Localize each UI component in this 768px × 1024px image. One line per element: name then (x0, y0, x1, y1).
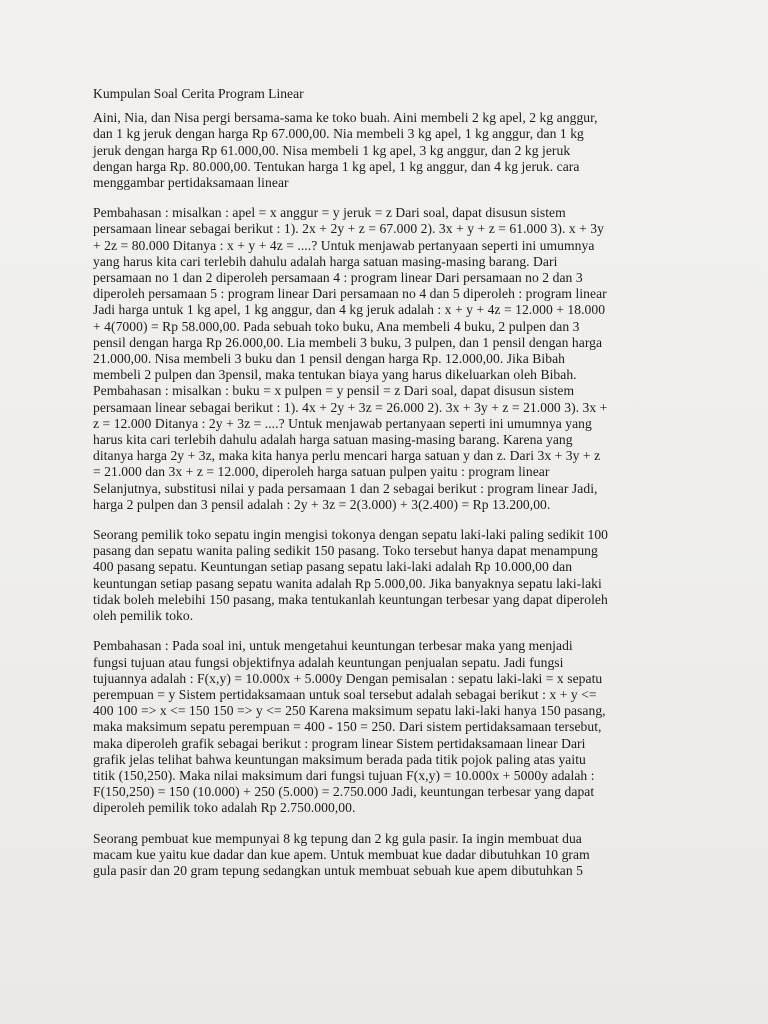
text-line: menggambar pertidaksamaan linear (93, 175, 289, 191)
text-line: diperoleh persamaan 5 : program linear Dari persamaan no 4 dan 5 diperoleh : program linear (93, 286, 607, 302)
text-line: titik (150,250). Maka nilai maksimum dari fungsi tujuan F(x,y) = 10.000x + 5000y adalah : (93, 767, 595, 783)
text-line: z = 12.000 Ditanya : 2y + 3z = ....? Untuk menjawab pertanyaan seperti ini umumnya yang (93, 415, 592, 431)
text-line: harus kita cari terlebih dahulu adalah harga satuan masing-masing barang. Karena yang (93, 432, 573, 448)
text-line: Selanjutnya, substitusi nilai y pada persamaan 1 dan 2 sebagai berikut : program linear Jadi, (93, 480, 598, 496)
text-line: pensil dengan harga Rp 26.000,00. Lia membeli 3 buku, 3 pulpen, dan 1 pensil dengan harga (93, 334, 603, 350)
text-line: membeli 2 pulpen dan 3pensil, maka tentukan biaya yang harus dikeluarkan oleh Bibah. (93, 367, 577, 383)
text-line: diperoleh pemilik toko adalah Rp 2.750.000,00. (93, 800, 356, 816)
text-line: 21.000,00. Nisa membeli 3 buku dan 1 pensil dengan harga Rp. 12.000,00. Jika Bibah (93, 351, 566, 367)
text-line: dengan harga Rp. 80.000,00. Tentukan harga 1 kg apel, 1 kg anggur, dan 4 kg jeruk. cara (93, 158, 580, 174)
text-line: Pembahasan : misalkan : buku = x pulpen = y pensil = z Dari soal, dapat disusun sistem (93, 383, 575, 399)
text-line: Jadi harga untuk 1 kg apel, 1 kg anggur, dan 4 kg jeruk adalah : x + y + 4z = 12.000 + 18.000 (93, 302, 606, 318)
text-line: jeruk dengan harga Rp 61.000,00. Nisa membeli 1 kg apel, 3 kg anggur, dan 2 kg jeruk (93, 142, 571, 158)
text-line: gula pasir dan 20 gram tepung sedangkan untuk membuat sebuah kue apem dibutuhkan 5 (93, 862, 583, 878)
text-line: ditanya harga 2y + 3z, maka kita hanya perlu mencari harga satuan y dan z. Dari 3x + 3y + z (93, 448, 601, 464)
paragraph (93, 205, 688, 513)
text-line: persamaan linear sebagai berikut : 1). 4x + 2y + 3z = 26.000 2). 3x + 3y + z = 21.000 3). 3x + (93, 399, 608, 415)
text-line: Seorang pemilik toko sepatu ingin mengisi tokonya dengan sepatu laki-laki paling sedikit 100 (93, 527, 609, 543)
text-line: persamaan no 1 dan 2 diperoleh persamaan 4 : program linear Dari persamaan no 2 dan 3 (93, 270, 583, 286)
text-line: perempuan = y Sistem pertidaksamaan untuk soal tersebut adalah sebagai berikut : x + y <= (93, 686, 597, 702)
text-line: keuntungan setiap pasang sepatu wanita adalah Rp 5.000,00. Jika banyaknya sepatu laki-laki (93, 575, 602, 591)
text-line: + 4(7000) = Rp 58.000,00. Pada sebuah toko buku, Ana membeli 4 buku, 2 pulpen dan 3 (93, 318, 580, 334)
text-line: grafik jelas telihat bahwa keuntungan maksimum berada pada titik pojok paling atas yaitu (93, 751, 586, 767)
text-line: pasang dan sepatu wanita paling sedikit 150 pasang. Toko tersebut hanya dapat menampung (93, 543, 598, 559)
text-line: F(150,250) = 150 (10.000) + 250 (5.000) = 2.750.000 Jadi, keuntungan terbesar yang dapat (93, 784, 595, 800)
text-line: maka diperoleh grafik sebagai berikut : program linear Sistem pertidaksamaan linear Dari (93, 735, 586, 751)
text-line: persamaan linear sebagai berikut : 1). 2x + 2y + z = 67.000 2). 3x + y + z = 61.000 3). x + 3y (93, 221, 604, 237)
text-line: dan 1 kg jeruk dengan harga Rp 67.000,00. Nia membeli 3 kg apel, 1 kg anggur, dan 1 kg (93, 126, 584, 142)
text-line: Pembahasan : misalkan : apel = x anggur = y jeruk = z Dari soal, dapat disusun sistem (93, 205, 566, 221)
text-line: Aini, Nia, dan Nisa pergi bersama-sama ke toko buah. Aini membeli 2 kg apel, 2 kg anggur, (93, 110, 598, 126)
text-line: + 2z = 80.000 Ditanya : x + y + 4z = ....? Untuk menjawab pertanyaan seperti ini umumnya (93, 237, 595, 253)
text-line: tujuannya adalah : F(x,y) = 10.000x + 5.000y Dengan pemisalan : sepatu laki-laki = x sepatu (93, 670, 603, 686)
paragraph (93, 527, 688, 624)
paragraph (93, 831, 688, 880)
text-line: oleh pemilik toko. (93, 608, 194, 624)
text-line: macam kue yaitu kue dadar dan kue apem. Untuk membuat kue dadar dibutuhkan 10 gram (93, 846, 590, 862)
text-line: 400 100 => x <= 150 150 => y <= 250 Karena maksimum sepatu laki-laki hanya 150 pasang, (93, 703, 606, 719)
text-line: tidak boleh melebihi 150 pasang, maka tentukanlah keuntungan terbesar yang dapat diperoleh (93, 591, 608, 607)
document-title: Kumpulan Soal Cerita Program Linear (93, 86, 304, 101)
paragraph (93, 638, 688, 816)
text-line: fungsi tujuan atau fungsi objektifnya adalah keuntungan penjualan sepatu. Jadi fungsi (93, 654, 564, 670)
text-line: Pembahasan : Pada soal ini, untuk mengetahui keuntungan terbesar maka yang menjadi (93, 638, 573, 654)
text-line: Seorang pembuat kue mempunyai 8 kg tepung dan 2 kg gula pasir. Ia ingin membuat dua (93, 830, 582, 846)
text-line: yang harus kita cari terlebih dahulu adalah harga satuan masing-masing barang. Dari (93, 253, 558, 269)
text-line: = 21.000 dan 3x + z = 12.000, diperoleh harga satuan pulpen yaitu : program linear (93, 464, 550, 480)
text-line: maka maksimum sepatu perempuan = 400 - 150 = 250. Dari sistem pertidaksamaan tersebut, (93, 719, 602, 735)
document-body (93, 110, 688, 879)
text-line: 400 pasang sepatu. Keuntungan setiap pasang sepatu laki-laki adalah Rp 10.000,00 dan (93, 559, 573, 575)
paragraph (93, 110, 688, 191)
text-line: harga 2 pulpen dan 3 pensil adalah : 2y + 3z = 2(3.000) + 3(2.400) = Rp 13.200,00. (93, 496, 551, 512)
